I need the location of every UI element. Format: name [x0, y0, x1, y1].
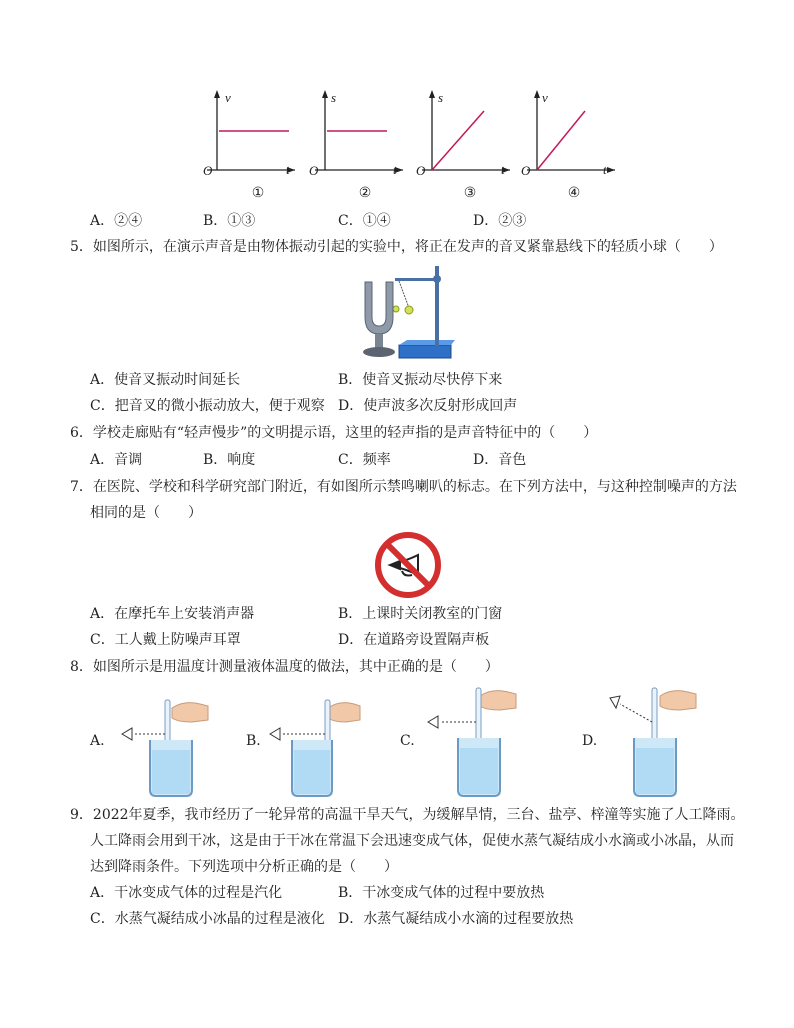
q9-option-d[interactable]: D．水蒸气凝结成小水滴的过程要放热	[338, 911, 574, 927]
q7-option-a[interactable]: A．在摩托车上安装消声器	[90, 606, 255, 622]
thermometer-figure-d	[604, 686, 704, 798]
graph-2-caption: ②	[358, 185, 372, 201]
graph-1-origin: O	[203, 163, 213, 178]
q9-line-1: 9．2022年夏季，我市经历了一轮异常的高温干旱天气，为缓解旱情，三台、盐亭、梓潼等实施了人工降雨。	[70, 807, 745, 823]
motion-graphs	[195, 88, 625, 208]
q6-option-b[interactable]: B．响度	[203, 452, 256, 468]
graph-4-line	[537, 111, 585, 170]
q4-option-b[interactable]: B．①③	[203, 213, 256, 229]
thermometer-figure-b	[262, 694, 362, 798]
q7-option-c[interactable]: C．工人戴上防噪声耳罩	[90, 632, 241, 648]
q8-label-b[interactable]: B.	[246, 733, 261, 749]
q6-option-c[interactable]: C．频率	[338, 452, 391, 468]
graph-3-origin: O	[416, 163, 426, 178]
q8-label-d[interactable]: D.	[582, 733, 598, 749]
q9-line-3: 达到降雨条件。下列选项中分析正确的是（ ）	[90, 859, 398, 875]
q6-option-a[interactable]: A．音调	[90, 452, 143, 468]
q4-option-d[interactable]: D．②③	[473, 213, 527, 229]
tuning-fork-apparatus-image	[355, 262, 465, 362]
graph-2-origin: O	[309, 163, 319, 178]
q9-option-c[interactable]: C．水蒸气凝结成小冰晶的过程是液化	[90, 911, 325, 927]
q5-stem: 5．如图所示，在演示声音是由物体振动引起的实验中，将正在发声的音叉紧靠悬线下的轻质小球（ ）	[70, 239, 723, 255]
no-horn-sign-icon	[374, 531, 442, 599]
q9-option-b[interactable]: B．干冰变成气体的过程中要放热	[338, 885, 545, 901]
light-ball	[405, 306, 413, 314]
q7-option-b[interactable]: B．上课时关闭教室的门窗	[338, 606, 503, 622]
q6-option-d[interactable]: D．音色	[473, 452, 527, 468]
q6-stem: 6．学校走廊贴有“轻声慢步”的文明提示语，这里的轻声指的是声音特征中的（ ）	[70, 425, 598, 441]
graph-1-y-label: v	[225, 90, 231, 105]
thermometer-figure-a	[112, 694, 212, 798]
q8-stem: 8．如图所示是用温度计测量液体温度的做法，其中正确的是（ ）	[70, 659, 499, 675]
thermometer-figure-c	[424, 686, 524, 798]
graph-3-line	[432, 111, 484, 170]
q5-option-b[interactable]: B．使音叉振动尽快停下来	[338, 372, 503, 388]
q9-option-a[interactable]: A．干冰变成气体的过程是汽化	[90, 885, 283, 901]
graph-4-y-label: v	[542, 90, 548, 105]
q7-stem-line-1: 7．在医院、学校和科学研究部门附近，有如图所示禁鸣喇叭的标志。在下列方法中，与这种控制噪声的方法	[70, 479, 737, 495]
graph-3-y-label: s	[438, 90, 444, 105]
q9-line-2: 人工降雨会用到干冰，这是由于干冰在常温下会迅速变成气体，促使水蒸气凝结成小水滴或小冰晶，从而	[90, 833, 734, 849]
q4-option-a[interactable]: A．②④	[90, 213, 143, 229]
graph-1-x-label: t	[286, 162, 290, 177]
graph-3-x-label: t	[501, 162, 505, 177]
graph-2-x-label: t	[393, 162, 397, 177]
q8-label-c[interactable]: C.	[400, 733, 415, 749]
q7-stem-line-2: 相同的是（ ）	[90, 505, 202, 521]
graph-1-caption: ①	[251, 185, 265, 201]
q5-option-c[interactable]: C．把音叉的微小振动放大，便于观察	[90, 398, 325, 414]
graph-2-y-label: s	[331, 90, 337, 105]
q4-option-c[interactable]: C．①④	[338, 213, 391, 229]
graph-3-caption: ③	[463, 185, 477, 201]
q8-label-a[interactable]: A.	[90, 733, 105, 749]
q5-option-d[interactable]: D．使声波多次反射形成回声	[338, 398, 518, 414]
graph-4-caption: ④	[567, 185, 581, 201]
graph-4-origin: O	[521, 163, 531, 178]
q5-option-a[interactable]: A．使音叉振动时间延长	[90, 372, 241, 388]
q7-option-d[interactable]: D．在道路旁设置隔声板	[338, 632, 490, 648]
graph-4-x-label: t	[603, 162, 607, 177]
